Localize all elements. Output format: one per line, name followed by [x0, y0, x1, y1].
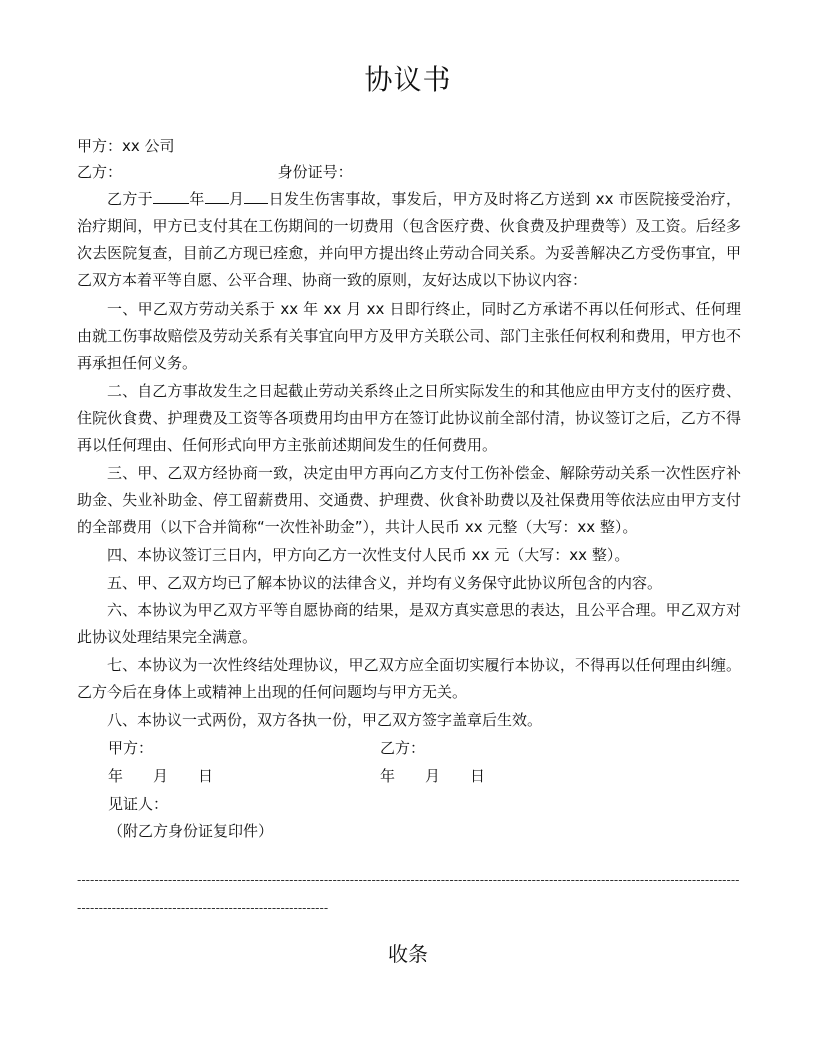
- month-blank: [205, 187, 229, 204]
- party-b-date: 年 月 日: [380, 767, 486, 785]
- divider-line: -------------------------------------------------------------------------------------------------------------------------------------------------------------------------------------------------------------------: [77, 873, 740, 915]
- party-b-line: [77, 162, 353, 182]
- document-title: 协议书: [364, 63, 452, 96]
- intro-part-1: 乙方于: [107, 190, 153, 208]
- party-a-signature-label: 甲方：: [108, 739, 154, 757]
- intro-part-3: 月: [228, 190, 245, 208]
- attachment-note: （附乙方身份证复印件）: [108, 822, 274, 840]
- clause-8: 八、本协议一式两份，双方各执一份，甲乙双方签字盖章后生效。: [107, 711, 543, 729]
- intro-part-4: 日发生伤害事故，事发后，甲方及时将乙方送到 xx 市医院接受治疗，治疗期间，甲方已支付其在工伤期间的一切费用（包含医疗费、伙食费及护理费等）及工资。后经多次去医院复查，目前乙方现已痊愈，并向甲方提出终止劳动合同关系。为妥善解决乙方受伤事宜，甲乙双方本着平等自愿、公平合理、协商一致的原则，友好达成以下协议内容：: [77, 190, 741, 289]
- party-a-date: 年 月 日: [108, 767, 214, 785]
- clause-2: 二、自乙方事故发生之日起截止劳动关系终止之日所实际发生的和其他应由甲方支付的医疗费、住院伙食费、护理费及工资等各项费用均由甲方在签订此协议前全部付清，协议签订之后，乙方不得再以任何理由、任何形式向甲方主张前述期间发生的任何费用。: [77, 382, 741, 454]
- clause-5: 五、甲、乙双方均已了解本协议的法律含义，并均有义务保守此协议所包含的内容。: [107, 574, 663, 592]
- clause-1: 一、甲乙双方劳动关系于 xx 年 xx 月 xx 日即行终止，同时乙方承诺不再以任何形式、任何理由就工伤事故赔偿及劳动关系有关事宜向甲方及甲方关联公司、部门主张任何权利和费用，甲方也不再承担任何义务。: [77, 300, 741, 372]
- clause-3: 三、甲、乙双方经协商一致，决定由甲方再向乙方支付工伤补偿金、解除劳动关系一次性医疗补助金、失业补助金、停工留薪费用、交通费、护理费、伙食补助费以及社保费用等依法应由甲方支付的全部费用（以下合并简称“一次性补助金”），共计人民币 xx 元整（大写：xx 整）。: [77, 464, 741, 536]
- clause-4: 四、本协议签订三日内，甲方向乙方一次性支付人民币 xx 元（大写：xx 整）。: [107, 546, 630, 564]
- day-blank: [244, 187, 268, 204]
- intro-paragraph: [77, 186, 741, 294]
- intro-part-2: 年: [189, 190, 205, 208]
- witness-label: 见证人：: [108, 795, 169, 813]
- clause-6: 六、本协议为甲乙双方平等自愿协商的结果，是双方真实意思的表达，且公平合理。甲乙双方对此协议处理结果完全满意。: [77, 601, 741, 646]
- party-b-signature-label: 乙方：: [380, 739, 426, 757]
- party-b-label: 乙方：: [77, 163, 123, 181]
- party-a-line: 甲方：xx 公司: [77, 137, 175, 155]
- year-blank: [153, 187, 189, 204]
- id-number-label: 身份证号：: [277, 163, 353, 181]
- clause-7: 七、本协议为一次性终结处理协议，甲乙双方应全面切实履行本协议，不得再以任何理由纠缠。乙方今后在身体上或精神上出现的任何问题均与甲方无关。: [77, 656, 741, 701]
- receipt-title: 收条: [388, 942, 428, 966]
